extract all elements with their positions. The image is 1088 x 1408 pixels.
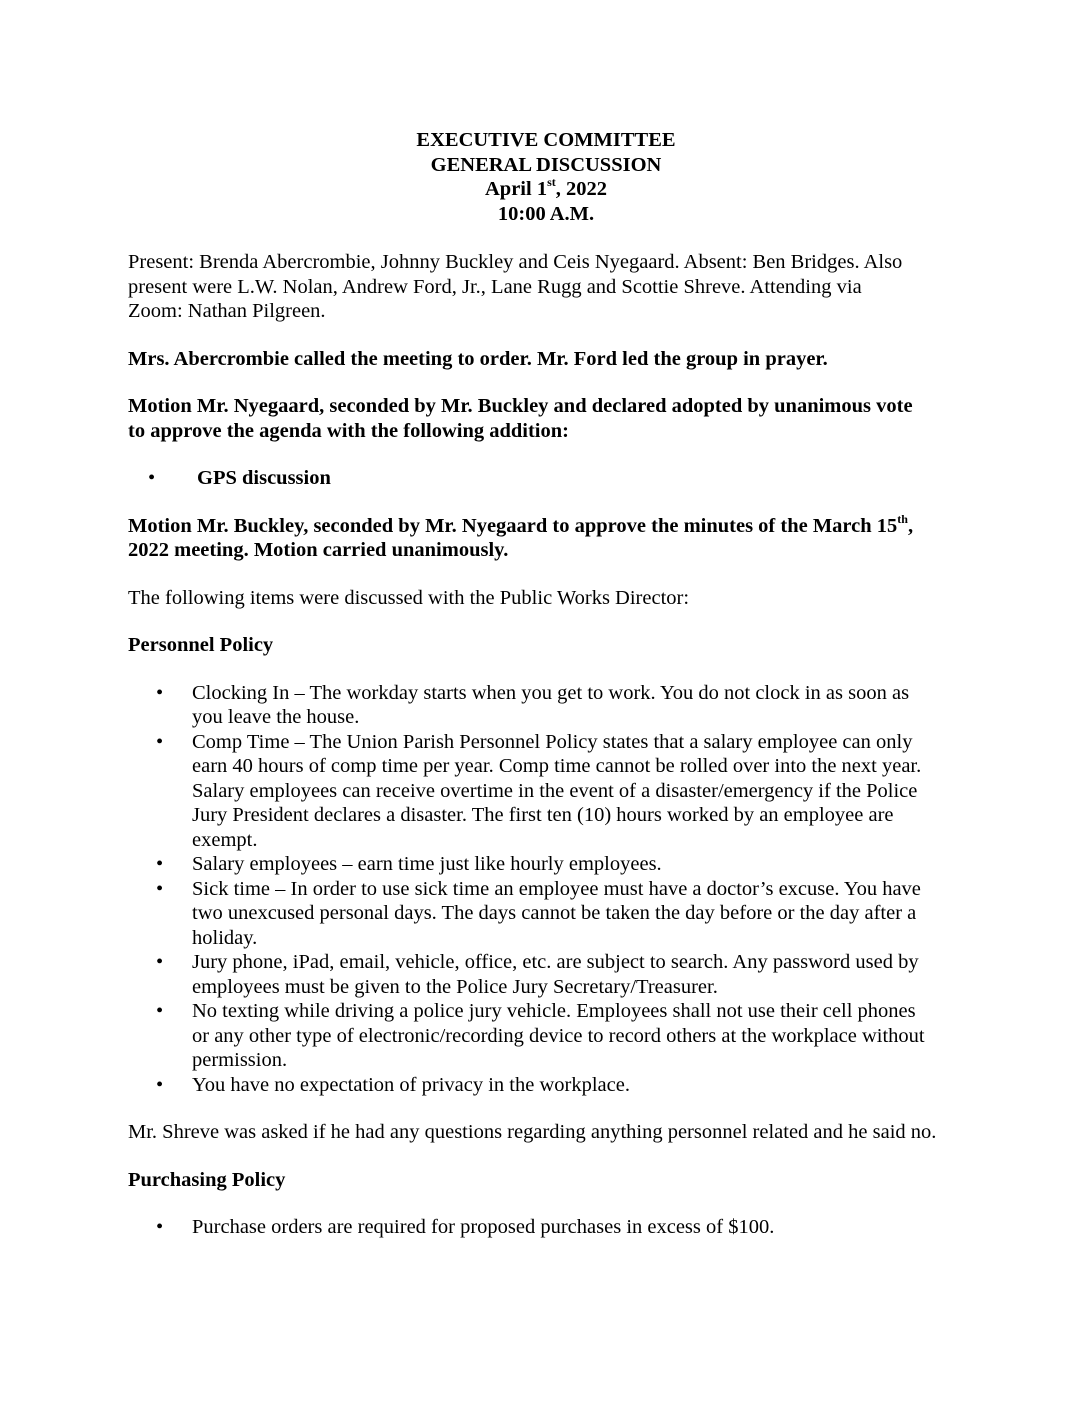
list-item-line: employees must be given to the Police Jury Secretary/Treasurer. xyxy=(192,975,718,998)
attendance-paragraph xyxy=(128,250,968,324)
shreve-note: Mr. Shreve was asked if he had any questions regarding anything personnel related and he said no. xyxy=(128,1121,937,1143)
call-to-order: Mrs. Abercrombie called the meeting to order. Mr. Ford led the group in prayer. xyxy=(128,347,828,370)
list-item xyxy=(128,877,968,951)
bullet-icon: • xyxy=(156,853,164,875)
agenda-motion-line: to approve the agenda with the following addition: xyxy=(128,419,569,442)
header-title: EXECUTIVE COMMITTEE xyxy=(416,129,676,151)
list-item-line: permission. xyxy=(192,1049,288,1071)
bullet-icon: • xyxy=(156,1216,164,1238)
list-item-line: Jury President declares a disaster. The first ten (10) hours worked by an employee are xyxy=(192,804,894,826)
attendance-line: Present: Brenda Abercrombie, Johnny Buckley and Ceis Nyegaard. Absent: Ben Bridges. Also xyxy=(128,251,903,273)
attendance-line: Zoom: Nathan Pilgreen. xyxy=(128,300,326,322)
minutes-motion xyxy=(128,511,968,563)
purchasing-policy-title: Purchasing Policy xyxy=(128,1168,286,1191)
document-page xyxy=(128,128,968,1240)
agenda-motion xyxy=(128,394,968,443)
minutes-motion-line: 2022 meeting. Motion carried unanimously. xyxy=(128,539,509,561)
header-time: 10:00 A.M. xyxy=(497,202,595,225)
list-item-line: Comp Time – The Union Parish Personnel Policy states that a salary employee can only xyxy=(192,730,913,753)
attendance-line: present were L.W. Nolan, Andrew Ford, Jr., Lane Rugg and Scottie Shreve. Attending via xyxy=(128,275,862,298)
header-date xyxy=(124,177,968,202)
minutes-motion-suffix: , xyxy=(907,514,914,537)
purchasing-policy-list xyxy=(128,1215,968,1240)
agenda-addition-text: GPS discussion xyxy=(197,467,331,489)
list-item-line: earn 40 hours of comp time per year. Comp time cannot be rolled over into the next year. xyxy=(192,755,922,777)
list-item-line: or any other type of electronic/recording device to record others at the workplace without xyxy=(192,1024,925,1047)
document-header xyxy=(124,128,968,226)
bullet-icon: • xyxy=(148,467,156,489)
bullet-icon: • xyxy=(156,877,164,900)
bullet-icon: • xyxy=(156,1000,164,1022)
list-item-line: Jury phone, iPad, email, vehicle, office, etc. are subject to search. Any password used by xyxy=(192,951,919,973)
list-item-line: two unexcused personal days. The days cannot be taken the day before or the day after a xyxy=(192,902,917,924)
discussion-intro: The following items were discussed with the Public Works Director: xyxy=(128,586,690,609)
bullet-icon: • xyxy=(156,681,164,704)
list-item xyxy=(128,681,968,730)
list-item-line: Clocking In – The workday starts when you get to work. You do not clock in as soon as xyxy=(192,681,910,704)
header-date-prefix: April 1 xyxy=(485,178,548,200)
list-item-line: You have no expectation of privacy in the workplace. xyxy=(192,1073,630,1096)
list-item-line: No texting while driving a police jury vehicle. Employees shall not use their cell phones xyxy=(192,1000,916,1022)
list-item xyxy=(128,1215,968,1240)
agenda-addition-item xyxy=(128,466,968,491)
minutes-motion-sup: th xyxy=(897,511,908,526)
bullet-icon: • xyxy=(156,951,164,973)
header-date-suffix: , 2022 xyxy=(555,178,607,200)
personnel-policy-list xyxy=(128,681,968,1098)
bullet-icon: • xyxy=(156,730,164,753)
bullet-icon: • xyxy=(156,1073,164,1096)
list-item-line: exempt. xyxy=(192,828,258,851)
list-item xyxy=(128,999,968,1073)
list-item-line: Salary employees – earn time just like hourly employees. xyxy=(192,853,662,875)
list-item-line: Salary employees can receive overtime in the event of a disaster/emergency if the Police xyxy=(192,779,918,802)
minutes-motion-prefix: Motion Mr. Buckley, seconded by Mr. Nyegaard to approve the minutes of the March 15 xyxy=(128,514,898,537)
header-date-sup: st xyxy=(547,175,556,190)
list-item-line: you leave the house. xyxy=(192,706,360,728)
list-item xyxy=(128,1073,968,1098)
header-subtitle: GENERAL DISCUSSION xyxy=(430,153,662,176)
list-item xyxy=(128,852,968,877)
agenda-motion-line: Motion Mr. Nyegaard, seconded by Mr. Buckley and declared adopted by unanimous vote xyxy=(128,395,913,417)
list-item-line: Sick time – In order to use sick time an employee must have a doctor’s excuse. You have xyxy=(192,877,921,900)
list-item xyxy=(128,730,968,853)
list-item-line: Purchase orders are required for proposed purchases in excess of $100. xyxy=(192,1216,775,1238)
personnel-policy-title: Personnel Policy xyxy=(128,634,274,656)
list-item-line: holiday. xyxy=(192,926,258,949)
list-item xyxy=(128,950,968,999)
